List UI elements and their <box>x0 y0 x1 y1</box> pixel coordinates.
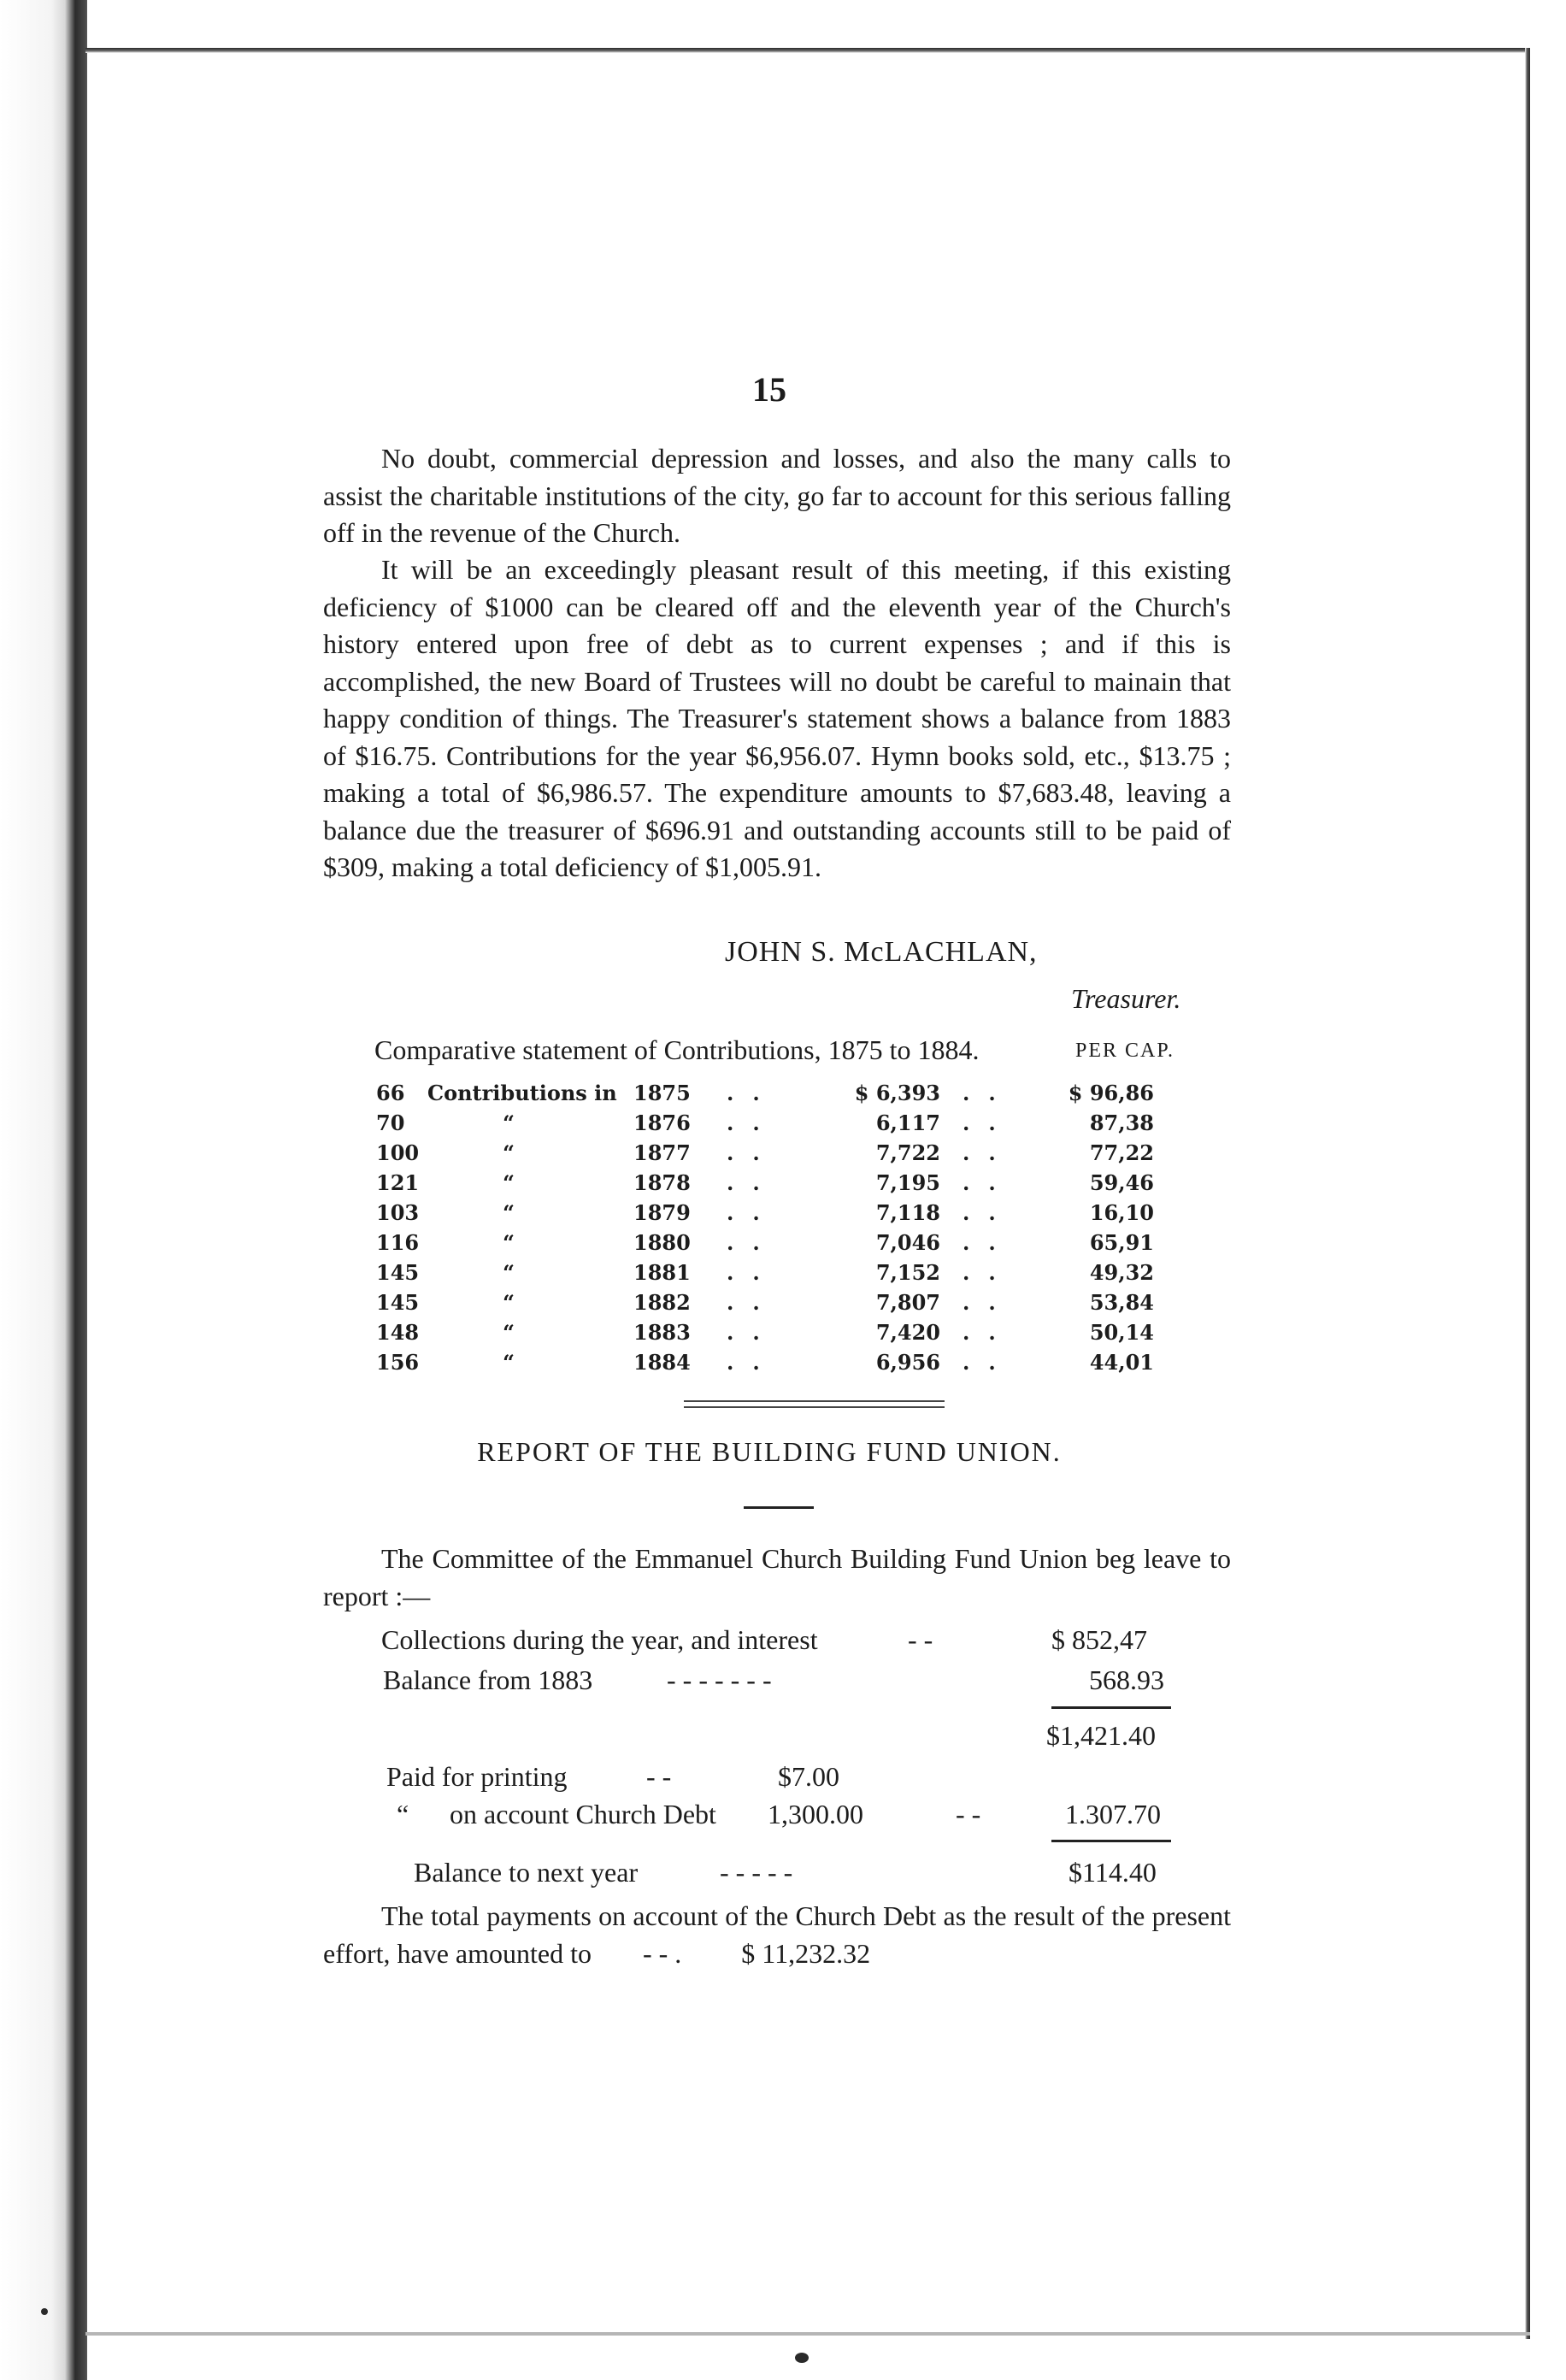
year: 1878 <box>633 1170 691 1195</box>
table-double-rule-top <box>684 1400 945 1402</box>
church-debt-ditto: “ <box>397 1799 409 1829</box>
members-count: 103 <box>376 1200 420 1225</box>
dot-leader: .. <box>963 1140 1015 1165</box>
dot-leader: .. <box>727 1320 779 1345</box>
dot-leader: .. <box>727 1200 779 1225</box>
contribution-row <box>368 1260 1188 1290</box>
per-capita-amount: 59,46 <box>1089 1170 1154 1195</box>
contribution-amount: 7,807 <box>875 1290 940 1315</box>
page-top-edge <box>85 48 1530 53</box>
report-intro-text: The Committee of the Emmanuel Church Building Fund Union beg leave to report :— <box>323 1543 1231 1611</box>
contribution-row <box>368 1200 1188 1230</box>
treasurer-name: JOHN S. McLACHLAN, <box>725 936 1038 968</box>
year: 1877 <box>633 1140 691 1165</box>
ditto-mark: “ <box>503 1320 515 1345</box>
dot-leader: .. <box>727 1230 779 1255</box>
dot-leader: .. <box>963 1110 1015 1135</box>
contribution-row <box>368 1230 1188 1260</box>
per-capita-amount: 50,14 <box>1089 1320 1154 1345</box>
year: 1875 <box>633 1081 691 1105</box>
binding-shadow <box>0 0 87 2380</box>
balance-from-label: Balance from 1883 <box>383 1664 593 1695</box>
dot-leader: .. <box>963 1260 1015 1285</box>
grand-total: $1,421.40 <box>1046 1720 1156 1751</box>
contribution-row <box>368 1170 1188 1200</box>
per-capita-amount: 16,10 <box>1089 1200 1154 1225</box>
balance-next-amount: $114.40 <box>1069 1857 1157 1888</box>
members-count: 145 <box>376 1290 420 1315</box>
members-count: 70 <box>376 1110 405 1135</box>
contributions-label: Contributions in <box>427 1081 617 1105</box>
dot-leader: .. <box>963 1230 1015 1255</box>
collections-amount: $ 852,47 <box>1051 1624 1147 1655</box>
printing-leader: - - <box>646 1761 672 1792</box>
margin-speck <box>41 2308 48 2315</box>
contribution-row <box>368 1320 1188 1350</box>
contribution-amount: 6,117 <box>875 1110 940 1135</box>
report-intro <box>323 1541 1231 1615</box>
per-capita-amount: 87,38 <box>1089 1110 1154 1135</box>
ditto-mark: “ <box>503 1260 515 1285</box>
contribution-row <box>368 1081 1188 1110</box>
page-bottom-edge <box>85 2332 1530 2336</box>
dot-leader: .. <box>727 1350 779 1375</box>
per-capita-amount: 53,84 <box>1089 1290 1154 1315</box>
total-payments <box>323 1898 1231 1972</box>
contribution-amount: 7,152 <box>875 1260 940 1285</box>
paragraph-deficiency-text: It will be an exceedingly pleasant result of this meeting, if this existing deficiency of $1000 can be cleared off and the eleventh year of the Church's history entered upon free of debt as to current expenses ; and if this is accomplished, the new Board of Trustees will no doubt be careful to mainain that happy condition of things. The Treasurer's statement shows a balance from 1883 of $16.75. Contributions for the year $6,956.07. Hymn books sold, etc., $13.75 ; making a total of $6,986.57. The expenditure amounts to $7,683.48, leaving a balance due the treasurer of $696.91 and outstanding accounts still to be paid of $309, making a total deficiency of $1,005.91. <box>323 554 1231 882</box>
printing-label: Paid for printing <box>386 1761 568 1792</box>
contribution-row <box>368 1350 1188 1380</box>
year: 1879 <box>633 1200 691 1225</box>
per-capita-amount: 44,01 <box>1089 1350 1154 1375</box>
dot-leader: .. <box>727 1081 779 1105</box>
year: 1883 <box>633 1320 691 1345</box>
dot-leader: .. <box>727 1140 779 1165</box>
contribution-row <box>368 1290 1188 1320</box>
paid-total: 1.307.70 <box>1065 1799 1161 1829</box>
table-double-rule-bottom <box>684 1406 945 1408</box>
contribution-row <box>368 1140 1188 1170</box>
contribution-row <box>368 1110 1188 1140</box>
church-debt-leader: - - <box>956 1799 981 1829</box>
dot-leader: .. <box>727 1290 779 1315</box>
ditto-mark: “ <box>503 1350 515 1375</box>
members-count: 66 <box>376 1081 405 1105</box>
year: 1880 <box>633 1230 691 1255</box>
ditto-mark: “ <box>503 1140 515 1165</box>
percap-header: PER CAP. <box>1075 1040 1175 1062</box>
balance-next-leader: - - - - - <box>720 1857 793 1888</box>
dot-leader: .. <box>727 1260 779 1285</box>
ditto-mark: “ <box>503 1200 515 1225</box>
year: 1881 <box>633 1260 691 1285</box>
dot-leader: .. <box>963 1350 1015 1375</box>
paragraph-depression <box>323 440 1231 552</box>
collections-leader: - - <box>908 1624 933 1655</box>
contribution-amount: 7,046 <box>875 1230 940 1255</box>
dot-leader: .. <box>727 1170 779 1195</box>
members-count: 116 <box>376 1230 420 1255</box>
sum-rule-2 <box>1051 1840 1171 1842</box>
total-payments-amount: $ 11,232.32 <box>741 1937 871 1969</box>
contributions-table <box>368 1081 1188 1380</box>
members-count: 100 <box>376 1140 420 1165</box>
church-debt-amount: 1,300.00 <box>768 1799 863 1829</box>
dot-leader: .. <box>727 1110 779 1135</box>
contribution-amount: 7,420 <box>875 1320 940 1345</box>
dot-leader: .. <box>963 1170 1015 1195</box>
ditto-mark: “ <box>503 1230 515 1255</box>
dot-leader: .. <box>963 1081 1015 1105</box>
balance-from-leader: - - - - - - - <box>667 1664 772 1695</box>
balance-from-amount: 568.93 <box>1089 1664 1164 1695</box>
church-debt-label: on account Church Debt <box>450 1799 716 1829</box>
page-number: 15 <box>752 370 786 409</box>
contribution-amount: $ 6,393 <box>854 1081 940 1105</box>
total-payments-leader: - - . <box>642 1937 682 1969</box>
per-capita-amount: 65,91 <box>1089 1230 1154 1255</box>
year: 1882 <box>633 1290 691 1315</box>
collections-label: Collections during the year, and interest <box>381 1624 818 1655</box>
year: 1876 <box>633 1110 691 1135</box>
members-count: 156 <box>376 1350 420 1375</box>
ink-spot <box>795 2353 809 2363</box>
sum-rule-1 <box>1051 1706 1171 1709</box>
contribution-amount: 7,195 <box>875 1170 940 1195</box>
ditto-mark: “ <box>503 1170 515 1195</box>
members-count: 148 <box>376 1320 420 1345</box>
balance-next-label: Balance to next year <box>414 1857 639 1888</box>
paragraph-depression-text: No doubt, commercial depression and losses, and also the many calls to assist the charitable institutions of the city, go far to account for this serious falling off in the revenue of the Church. <box>323 443 1231 548</box>
report-heading: REPORT OF THE BUILDING FUND UNION. <box>477 1436 1062 1467</box>
contribution-amount: 7,118 <box>875 1200 940 1225</box>
paragraph-deficiency <box>323 551 1231 887</box>
printing-amount: $7.00 <box>778 1761 839 1792</box>
dot-leader: .. <box>963 1320 1015 1345</box>
heading-rule <box>744 1506 814 1509</box>
members-count: 121 <box>376 1170 420 1195</box>
members-count: 145 <box>376 1260 420 1285</box>
comparative-caption: Comparative statement of Contributions, 1875 to 1884. <box>374 1034 980 1065</box>
per-capita-amount: $ 96,86 <box>1068 1081 1154 1105</box>
per-capita-amount: 49,32 <box>1089 1260 1154 1285</box>
per-capita-amount: 77,22 <box>1089 1140 1154 1165</box>
ditto-mark: “ <box>503 1290 515 1315</box>
contribution-amount: 6,956 <box>875 1350 940 1375</box>
treasurer-title: Treasurer. <box>1071 983 1181 1014</box>
dot-leader: .. <box>963 1290 1015 1315</box>
ditto-mark: “ <box>503 1110 515 1135</box>
dot-leader: .. <box>963 1200 1015 1225</box>
year: 1884 <box>633 1350 691 1375</box>
contribution-amount: 7,722 <box>875 1140 940 1165</box>
total-payments-text: The total payments on account of the Church Debt as the result of the present effort, have amounted to <box>323 1900 1231 1969</box>
